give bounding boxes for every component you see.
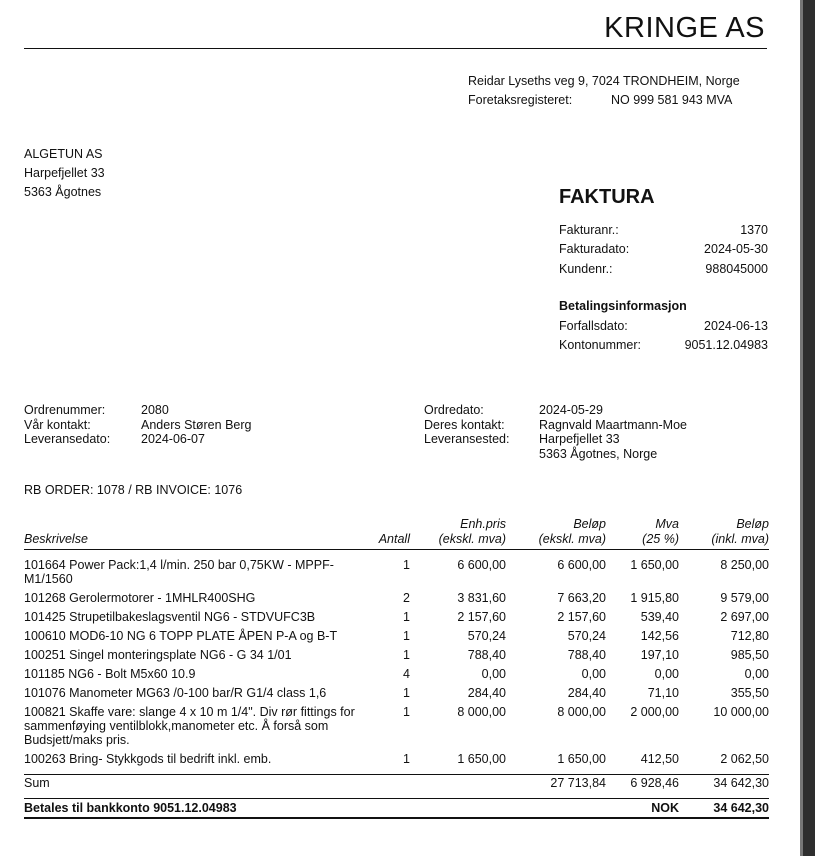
row-quantity: 4 <box>403 667 410 681</box>
amount-due-total: 34 642,30 <box>713 801 769 815</box>
our-contact-row <box>24 418 251 433</box>
row-amount: 570,24 <box>567 629 606 643</box>
sender-address: Reidar Lyseths veg 9, 7024 TRONDHEIM, Norge <box>468 74 740 88</box>
row-amount: 8 000,00 <box>557 705 606 719</box>
row-description: 101185 NG6 - Bolt M5x60 10.9 <box>24 667 196 681</box>
invoice-date: 2024-05-30 <box>704 242 768 257</box>
header-unit-price <box>410 517 506 549</box>
recipient-street: Harpefjellet 33 <box>24 166 105 180</box>
order-date: 2024-05-29 <box>539 403 603 417</box>
account-number-row <box>559 336 768 355</box>
invoice-number: 1370 <box>740 223 768 237</box>
table-row <box>24 752 769 766</box>
invoice-title: FAKTURA <box>559 186 655 208</box>
row-quantity: 1 <box>403 752 410 766</box>
table-row <box>24 705 769 747</box>
header-line: Beløp <box>736 517 769 531</box>
header-quantity: Antall <box>378 532 410 546</box>
field-label: Ordrenummer: <box>24 403 106 417</box>
field-label: Kundenr.: <box>559 261 613 276</box>
row-quantity: 1 <box>403 648 410 662</box>
row-vat: 2 000,00 <box>630 705 679 719</box>
row-vat: 1 650,00 <box>630 558 679 572</box>
row-amount: 0,00 <box>581 667 606 681</box>
header-line: (ekskl. mva) <box>538 532 606 546</box>
field-label: Kontonummer: <box>559 338 641 353</box>
row-vat: 412,50 <box>640 752 679 766</box>
payment-info-title: Betalingsinformasjon <box>559 299 687 313</box>
table-row <box>24 667 769 681</box>
header-line: Beløp <box>573 517 606 531</box>
sum-vat: 6 928,46 <box>630 776 679 790</box>
currency: NOK <box>651 801 679 815</box>
row-total: 0,00 <box>744 667 769 681</box>
row-description: 100610 MOD6-10 NG 6 TOPP PLATE ÅPEN P-A og B-T <box>24 629 338 643</box>
sum-label: Sum <box>24 776 50 790</box>
header-line: (inkl. mva) <box>711 532 769 546</box>
delivery-place: Harpefjellet 33 <box>539 432 620 446</box>
recipient-address <box>24 145 105 202</box>
row-description: 101268 Gerolermotorer - 1MHLR400SHG <box>24 591 256 605</box>
delivery-date: 2024-06-07 <box>141 432 205 446</box>
row-total: 355,50 <box>730 686 769 700</box>
row-description: 101425 Strupetilbakeslagsventil NG6 - STDVUFC3B <box>24 610 316 624</box>
row-unit-price: 6 600,00 <box>457 558 506 572</box>
row-unit-price: 788,40 <box>467 648 506 662</box>
field-label: Leveransedato: <box>24 432 111 446</box>
table-row <box>24 591 769 605</box>
row-unit-price: 2 157,60 <box>457 610 506 624</box>
account-number: 9051.12.04983 <box>684 338 768 353</box>
invoice-details <box>559 221 768 279</box>
row-description: 100251 Singel monteringsplate NG6 - G 34 1/01 <box>24 648 292 662</box>
header-total <box>679 517 769 549</box>
table-row <box>24 648 769 662</box>
row-amount: 2 157,60 <box>557 610 606 624</box>
field-label <box>424 447 539 462</box>
header-line: Enh.pris <box>460 517 506 531</box>
table-body <box>24 558 769 766</box>
register-value: NO 999 581 943 MVA <box>611 93 733 107</box>
row-amount: 284,40 <box>567 686 606 700</box>
order-info-right <box>424 403 687 461</box>
row-quantity: 1 <box>403 558 410 572</box>
delivery-place-row <box>424 432 687 447</box>
row-unit-price: 570,24 <box>467 629 506 643</box>
table-row <box>24 610 769 624</box>
line-items-table <box>24 517 769 819</box>
delivery-place-city: 5363 Ågotnes, Norge <box>539 446 658 461</box>
row-quantity: 1 <box>403 705 410 719</box>
row-quantity: 1 <box>403 686 410 700</box>
field-label: Leveransested: <box>424 432 510 446</box>
row-vat: 0,00 <box>654 667 679 681</box>
row-unit-price: 1 650,00 <box>457 752 506 766</box>
order-info-left <box>24 403 251 447</box>
table-row <box>24 629 769 643</box>
header-amount <box>506 517 606 549</box>
sum-amount: 27 713,84 <box>550 776 606 790</box>
row-quantity: 2 <box>403 591 410 605</box>
customer-number: 988045000 <box>705 261 768 276</box>
field-label: Fakturadato: <box>559 242 630 257</box>
header-vat <box>606 517 679 549</box>
sum-total: 34 642,30 <box>713 776 769 790</box>
row-total: 9 579,00 <box>720 591 769 605</box>
order-date-row <box>424 403 687 418</box>
row-unit-price: 3 831,60 <box>457 591 506 605</box>
row-amount: 7 663,20 <box>557 591 606 605</box>
customer-number-row <box>559 260 768 279</box>
header-line: Mva <box>655 517 679 531</box>
sender-register <box>468 91 740 110</box>
delivery-date-row <box>24 432 251 447</box>
row-description: 100263 Bring- Stykkgods til bedrift inkl. emb. <box>24 752 272 766</box>
row-unit-price: 0,00 <box>481 667 506 681</box>
recipient-postal: 5363 Ågotnes <box>24 185 102 199</box>
row-unit-price: 284,40 <box>467 686 506 700</box>
bottom-divider <box>24 817 769 819</box>
row-total: 2 062,50 <box>720 752 769 766</box>
due-date: 2024-06-13 <box>704 319 768 333</box>
row-vat: 1 915,80 <box>630 591 679 605</box>
row-total: 2 697,00 <box>720 610 769 624</box>
order-number: 2080 <box>141 403 169 417</box>
delivery-place-row-2 <box>424 447 687 462</box>
row-quantity: 1 <box>403 629 410 643</box>
header-divider <box>24 48 767 49</box>
row-total: 10 000,00 <box>713 705 769 719</box>
sum-row <box>24 774 769 792</box>
row-vat: 142,56 <box>640 629 679 643</box>
sender-info <box>468 72 740 110</box>
field-label: Fakturanr.: <box>559 223 619 237</box>
table-row <box>24 558 769 586</box>
order-number-row <box>24 403 251 418</box>
table-row <box>24 686 769 700</box>
row-unit-price: 8 000,00 <box>457 705 506 719</box>
row-vat: 71,10 <box>647 686 679 700</box>
recipient-name: ALGETUN AS <box>24 147 103 161</box>
row-vat: 539,40 <box>640 610 679 624</box>
field-label: Deres kontakt: <box>424 417 505 432</box>
field-label: Forfallsdato: <box>559 319 628 333</box>
row-amount: 788,40 <box>567 648 606 662</box>
row-quantity: 1 <box>403 610 410 624</box>
row-total: 985,50 <box>730 648 769 662</box>
register-label: Foretaksregisteret: <box>468 93 573 107</box>
our-contact: Anders Støren Berg <box>141 417 252 432</box>
row-description: 100821 Skaffe vare: slange 4 x 10 m 1/4". Div rør fittings for sammenføying ventilblokk,manometer etc. Å forså som Budsjett/maks pris. <box>24 705 355 747</box>
sum-unit-empty <box>410 775 506 792</box>
invoice-date-row <box>559 240 768 259</box>
amount-due-label: Betales til bankkonto 9051.12.04983 <box>24 801 237 815</box>
row-description: 101664 Power Pack:1,4 l/min. 250 bar 0,75KW - MPPF-M1/1560 <box>24 558 334 586</box>
payment-details <box>559 317 768 356</box>
table-header <box>24 517 769 550</box>
invoice-number-row <box>559 221 768 240</box>
header-line: (ekskl. mva) <box>438 532 506 546</box>
amount-due-row <box>24 798 769 817</box>
header-line: (25 %) <box>642 532 679 546</box>
row-vat: 197,10 <box>640 648 679 662</box>
window-edge-highlight <box>800 0 803 856</box>
row-total: 8 250,00 <box>720 558 769 572</box>
your-contact-row <box>424 418 687 433</box>
order-reference: RB ORDER: 1078 / RB INVOICE: 1076 <box>24 483 243 497</box>
field-label: Vår kontakt: <box>24 417 91 432</box>
header-description: Beskrivelse <box>24 532 88 546</box>
company-name: KRINGE AS <box>604 12 765 44</box>
row-description: 101076 Manometer MG63 /0-100 bar/R G1/4 class 1,6 <box>24 686 327 700</box>
your-contact: Ragnvald Maartmann-Moe <box>539 417 687 432</box>
sum-qty-empty <box>366 775 410 792</box>
row-total: 712,80 <box>730 629 769 643</box>
row-amount: 6 600,00 <box>557 558 606 572</box>
row-amount: 1 650,00 <box>557 752 606 766</box>
due-date-row <box>559 317 768 336</box>
field-label: Ordredato: <box>424 403 484 417</box>
